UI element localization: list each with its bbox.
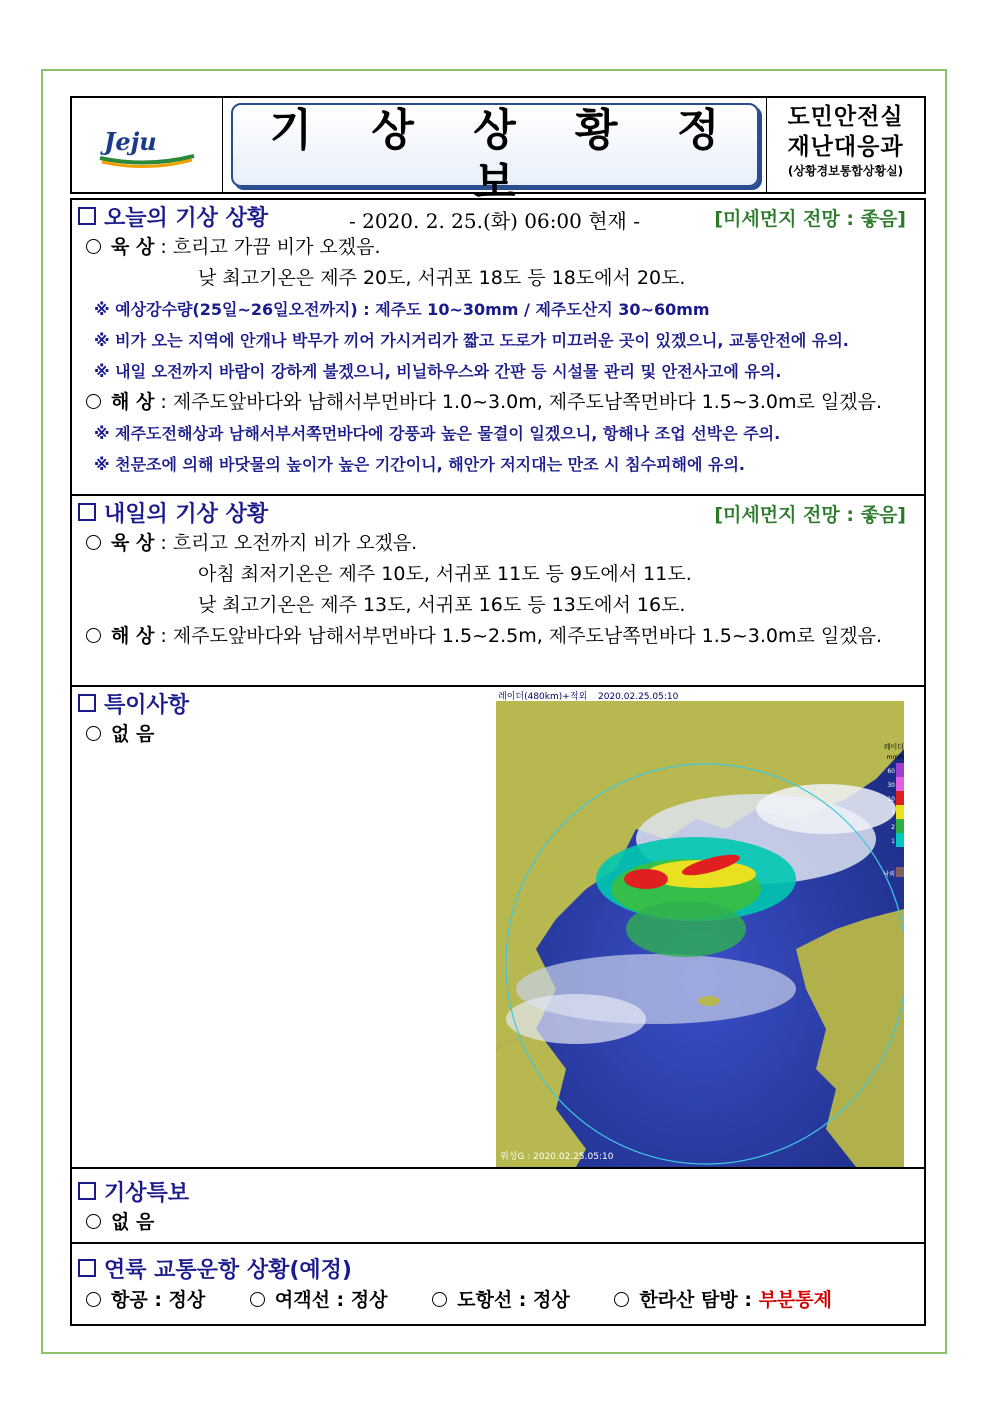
checkbox-square-icon	[78, 694, 96, 712]
tomorrow-temp-max: 낮 최고기온은 제주 13도, 서귀포 16도 등 13도에서 16도.	[198, 594, 686, 616]
circle-bullet-icon	[614, 1292, 629, 1307]
weather-report	[70, 96, 926, 1326]
legend-swatch	[896, 819, 904, 833]
today-land-temp: 낮 최고기온은 제주 20도, 서귀포 18도 등 18도에서 20도.	[198, 267, 686, 289]
special-section	[70, 687, 926, 1169]
today-dust-forecast: [미세먼지 전망 : 좋음]	[714, 208, 906, 230]
svg-text:30: 30	[887, 782, 895, 789]
circle-bullet-icon	[432, 1292, 447, 1307]
svg-text:10: 10	[887, 796, 895, 803]
today-note-fog: ※ 비가 오는 지역에 안개나 박무가 끼어 가시거리가 짧고 도로가 미끄러운 곳이 있겠으니, 교통안전에 유의.	[94, 331, 849, 350]
radar-footer: 위성G : 2020.02.25.05:10	[500, 1152, 614, 1162]
today-note-tide: ※ 천문조에 의해 바닷물의 높이가 높은 기간이니, 해안가 저지대는 만조 시 침수피해에 유의.	[94, 455, 745, 474]
today-sea: 해 상 : 제주도앞바다와 남해서부먼바다 1.0~3.0m, 제주도남쪽먼바다 1.5~3.0m로 일겠음.	[72, 387, 924, 418]
today-land: 육 상 : 흐리고 가끔 비가 오겠음.	[72, 232, 924, 263]
radar-header-label: 레이더(480km)+적외	[498, 692, 588, 702]
circle-bullet-icon	[86, 394, 101, 409]
special-text: 없 음	[72, 719, 924, 750]
svg-text:60: 60	[887, 768, 895, 775]
org-division: 재난대응과	[787, 134, 904, 160]
warning-title: 기상특보	[104, 1180, 190, 1206]
svg-text:Jeju: Jeju	[104, 127, 157, 156]
traffic-title: 연륙 교통운항 상황(예정)	[104, 1257, 352, 1283]
checkbox-square-icon	[78, 1259, 96, 1277]
svg-text:5: 5	[891, 810, 895, 817]
warning-section	[70, 1169, 926, 1244]
jeju-island	[698, 996, 720, 1006]
legend-swatch	[896, 777, 904, 791]
jeju-logo	[72, 98, 223, 192]
traffic-section	[70, 1244, 926, 1326]
traffic-hallasan: 한라산 탐방 : 부분통제	[614, 1289, 832, 1311]
title-box	[231, 103, 759, 233]
svg-text:mm/h: mm/h	[886, 754, 904, 761]
circle-bullet-icon	[86, 1292, 101, 1307]
legend-swatch	[896, 791, 904, 805]
circle-bullet-icon	[86, 535, 101, 550]
checkbox-square-icon	[78, 207, 96, 225]
tomorrow-section	[70, 496, 926, 687]
org-info	[766, 98, 924, 192]
svg-text:낙뢰: 낙뢰	[883, 871, 895, 878]
hallasan-status: 부분통제	[758, 1289, 832, 1311]
org-office: (상황경보통합상황실)	[787, 164, 904, 178]
checkbox-square-icon	[78, 503, 96, 521]
org-dept: 도민안전실	[787, 104, 904, 130]
circle-bullet-icon	[250, 1292, 265, 1307]
today-note-wind: ※ 내일 오전까지 바람이 강하게 불겠으니, 비닐하우스와 간판 등 시설물 관리 및 안전사고에 유의.	[94, 362, 782, 381]
svg-text:레이더: 레이더	[883, 743, 904, 751]
report-title: 기 상 상 황 정 보	[269, 105, 742, 208]
tomorrow-sea: 해 상 : 제주도앞바다와 남해서부먼바다 1.5~2.5m, 제주도남쪽먼바다 1.5~3.0m로 일겠음.	[72, 621, 924, 652]
traffic-air: 항공 : 정상	[86, 1289, 205, 1311]
report-date: - 2020. 2. 25.(화) 06:00 현재 -	[348, 209, 640, 233]
today-note-sea-wind: ※ 제주도전해상과 남해서부서쪽먼바다에 강풍과 높은 물결이 일겠으니, 항해나 조업 선박은 주의.	[94, 424, 781, 443]
checkbox-square-icon	[78, 1182, 96, 1200]
today-note-rain: ※ 예상강수량(25일~26일오전까지) : 제주도 10~30mm / 제주도산지 30~60mm	[94, 300, 710, 319]
jeju-logo-icon	[92, 120, 202, 170]
circle-bullet-icon	[86, 239, 101, 254]
special-title: 특이사항	[104, 692, 190, 718]
legend-swatch	[896, 833, 904, 847]
today-title: 오늘의 기상 상황	[104, 205, 269, 231]
svg-text:2: 2	[891, 824, 895, 831]
circle-bullet-icon	[86, 1214, 101, 1229]
radar-satellite-image	[496, 689, 904, 1167]
today-section	[70, 198, 926, 496]
tomorrow-dust-forecast: [미세먼지 전망 : 좋음]	[714, 504, 906, 526]
warning-text: 없 음	[72, 1207, 924, 1238]
legend-swatch	[896, 805, 904, 819]
legend-swatch	[896, 867, 904, 877]
tomorrow-title: 내일의 기상 상황	[104, 501, 269, 527]
tomorrow-land: 육 상 : 흐리고 오전까지 비가 오겠음.	[72, 528, 924, 559]
tomorrow-temp-min: 아침 최저기온은 제주 10도, 서귀포 11도 등 9도에서 11도.	[198, 563, 692, 585]
circle-bullet-icon	[86, 628, 101, 643]
svg-text:1: 1	[891, 838, 895, 845]
circle-bullet-icon	[86, 726, 101, 741]
traffic-island-ferry: 도항선 : 정상	[432, 1289, 570, 1311]
traffic-status	[72, 1284, 924, 1316]
radar-header-time: 2020.02.25.05:10	[598, 692, 679, 702]
legend-swatch	[896, 763, 904, 777]
traffic-ferry: 여객선 : 정상	[250, 1289, 388, 1311]
